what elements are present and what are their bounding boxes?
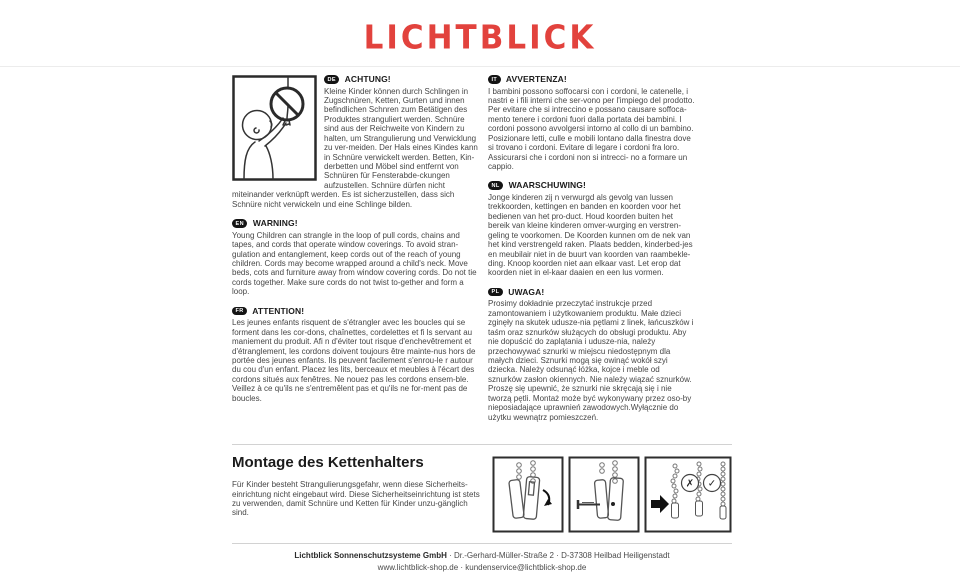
right-mark-icon: [704, 475, 721, 492]
svg-text:✗: ✗: [685, 478, 695, 490]
company-name: Lichtblick Sonnenschutzsysteme GmbH: [294, 551, 447, 561]
section-title: WAARSCHUWING!: [508, 180, 586, 191]
step3-wrong-right-chain-icon: [644, 456, 732, 533]
warning-text-it: I bambini possono soffocarsi con i cordoni, le catenelle, i nastri e i fili interni che ser-vono per l'impiego del prodotto. Per evitare che si intreccino e possano causare soffoca-mento tenere i cordoni fuori dalla portata dei bambini. I cordoni possono avvolgersi intorno al collo di un bambino. Posizionare letti, culle e mobili lontano dalla finestra dove si trovano i cordoni. Evitare di legare i cordoni fra loro. Assicurarsi che i cordoni non si intrecci- no a formare un cappio.: [488, 86, 695, 171]
language-badge-de: DE: [324, 75, 339, 84]
language-badge-fr: FR: [232, 307, 247, 316]
section-nl: [488, 180, 695, 277]
warning-text-de: Kleine Kinder können durch Schlingen in Zugschnüren, Ketten, Gurten und innen befindlichen Schnren zum Betätigen des Produktes stranguliert werden. Schnüre sind aus der Reichweite von Kindern zu halten, um Strangulierung und Verwicklung zu ver-meiden. Der Hals eines Kindes kann in Schnüre verwickelt werden. Betten, Kin-derbetten und Möbel sind entfernt von Schnüren für Fensterabde-ckungen aufzustellen. Schnüre dürfen nicht miteinander verknüpft werden. Es ist sicherzustellen, dass sich Schnüre nicht verwickeln und eine Schlinge bilden.: [232, 86, 478, 209]
footer-line2: www.lichtblick-shop.de · kundenservice@lichtblick-shop.de: [377, 563, 587, 573]
language-badge-en: EN: [232, 219, 247, 228]
montage-body: Für Kinder besteht Strangulierungsgefahr, wenn diese Sicherheits-einrichtung nicht eingebaut wird. Diese Sicherheitseinrichtung ist stets zu verwenden, damit Schnüre und Ketten für Kinder unzu-gänglich sind.: [232, 480, 480, 518]
step1-rotate-chain-holder-icon: [492, 456, 564, 533]
section-title: AVVERTENZA!: [505, 74, 567, 84]
montage-section: [232, 444, 732, 533]
warning-text-pl: Prosimy dokładnie przeczytać instrukcje przed zamontowaniem i użytkowaniem produktu. Małe dzieci zginęły na skutek udusze-nia pętlami z linek, łańcuszków i taśm oraz sznurków służących do obsługi produktu. Aby nie dopuścić do zaplątania i udusze-nia, należy przechowywać sznurki w miejscu niedostępnym dla małych dzieci. Sznurki mogą się owinąć wokół szyi dziecka. Należy odsunąć łóżka, kojce i meble od sznurków zasłon okiennych. Nie należy wiązać sznurków. Proszę się upewnić, że sznurki nie skręcają się i nie tworzą pętli. Montaż może być wykonywany przez oso-by nieposiadające uprawnień zawodowych.Wyłącznie do użytku wewnątrz pomieszczeń.: [488, 299, 694, 422]
section-de: [232, 74, 480, 209]
warning-text-en: Young Children can strangle in the loop of pull cords, chains and tapes, and cords that operate window coverings. To avoid stran-gulation and entanglement, keep cords out of the reach of young children. Cords may become wrapped around a child's neck. Move beds, cots and furniture away from window covering cords. Do not tie cords together. Make sure cords do not twist to-gether and form a loop.: [232, 230, 477, 297]
language-badge-pl: PL: [488, 288, 503, 297]
section-en: [232, 218, 480, 297]
section-heading: [488, 74, 695, 84]
wrong-mark-icon: [682, 475, 699, 492]
svg-text:✓: ✓: [707, 478, 717, 490]
section-heading: [488, 287, 695, 297]
warning-text-nl: Jonge kinderen zij n verwurgd als gevolg van lussen trekkoorden, kettingen en banden en koorden voor het bedienen van het pro-duct. Houd koorden buiten het bereik van kleine kinderen omver-wurging en verstren-geling te voorkomen. De Koorden kunnen om de nek van het kind verstrengeld raken. Plaats bedden, kinderbed-jes en meubilair niet in de buurt van koorden van raambekle-ding. Knoop koorden niet aan elkaar vast. Let erop dat koorden niet in el-kaar daaien en een lus vormen.: [488, 192, 693, 278]
section-title: WARNING!: [252, 218, 298, 229]
company-address: · Dr.-Gerhard-Müller-Straße 2 · D-37308 Heilbad Heiligenstadt: [446, 551, 670, 561]
warning-text-fr: Les jeunes enfants risquent de s'étrangler avec les boucles qui se forment dans les cor-dons, chaînettes, cordelettes et fi ls servant au maniement du produit. Afi n d'éviter tout risque d'enchevêtrement et d'étranglement, les cordons doivent toujours être mainte-nus hors de portée des jeunes enfants. Ils peuvent facilement s'enrou-le r autour du cou d'un enfant. Placez les lits, berceaux et meubles à l'écart des cordons situés aux fenêtres. Ne nouez pas les cordons ensem-ble. Veillez à ce qu'ils ne s'entremêlent pas et qu'ils ne for-ment pas de boucles.: [232, 318, 476, 403]
header: [0, 0, 960, 67]
language-badge-it: IT: [488, 75, 501, 84]
section-pl: [488, 287, 695, 422]
section-heading: [488, 180, 695, 190]
brand-logo: LICHTBLICK: [363, 19, 597, 57]
montage-steps: [492, 456, 732, 533]
step2-insert-screw-icon: [568, 456, 640, 533]
footer: [232, 543, 732, 574]
column-right: [488, 74, 695, 431]
content: [232, 74, 732, 574]
section-heading: [232, 306, 480, 316]
section-title: ACHTUNG!: [344, 74, 391, 84]
section-heading: [232, 218, 480, 228]
column-left: [232, 74, 480, 431]
section-title: UWAGA!: [508, 286, 545, 297]
language-badge-nl: NL: [488, 181, 503, 190]
child-cord-prohibition-illustration: [232, 75, 317, 187]
section-fr: [232, 306, 480, 403]
warning-columns: [232, 74, 732, 431]
section-it: [488, 74, 695, 171]
montage-text: [232, 454, 484, 518]
section-title: ATTENTION!: [252, 305, 305, 316]
footer-line1: [232, 550, 732, 562]
montage-title: Montage des Kettenhalters: [232, 454, 424, 472]
